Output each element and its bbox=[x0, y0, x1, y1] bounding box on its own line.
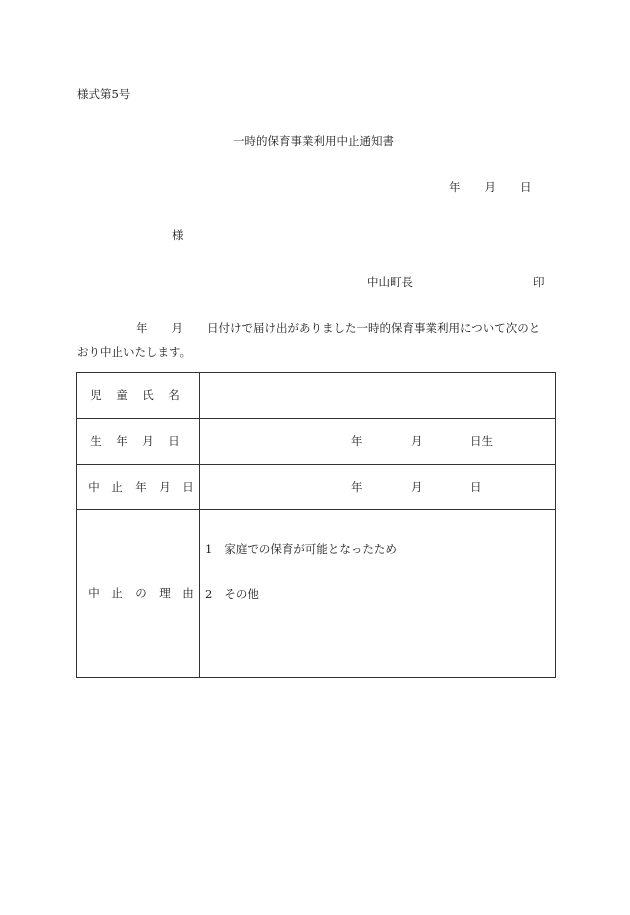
reason-option-1-number: 1 bbox=[205, 542, 213, 556]
birth-month-label: 月 bbox=[411, 434, 423, 448]
row-birth-date bbox=[77, 419, 555, 465]
birth-day-label: 日生 bbox=[470, 434, 493, 448]
label-child-name: 児 童 氏 名 bbox=[90, 388, 180, 402]
label-stop-reason: 中 止 の 理 由 bbox=[88, 586, 194, 600]
sender-name: 中山町長 bbox=[367, 275, 413, 289]
reason-option-1[interactable] bbox=[205, 544, 397, 556]
reason-option-2-text: その他 bbox=[224, 587, 259, 601]
intro-month-label: 月 bbox=[171, 321, 183, 335]
intro-line-2: おり中止いたします。 bbox=[77, 345, 192, 359]
intro-text-line1: 日付けで届け出がありました一時的保育事業利用について次のと bbox=[207, 321, 541, 335]
intro-year-label: 年 bbox=[136, 321, 148, 335]
child-name-field[interactable] bbox=[205, 390, 545, 404]
intro-line-1 bbox=[136, 323, 540, 335]
stop-year-label: 年 bbox=[351, 480, 363, 494]
row-stop-date bbox=[77, 465, 555, 510]
birth-year-label: 年 bbox=[351, 434, 363, 448]
issue-date-year-label: 年 bbox=[449, 180, 461, 194]
addressee-suffix: 様 bbox=[172, 228, 184, 242]
label-birth-date: 生 年 月 日 bbox=[90, 434, 180, 448]
seal-mark: 印 bbox=[533, 275, 545, 289]
reason-option-2-number: 2 bbox=[205, 587, 213, 601]
form-number: 様式第5号 bbox=[77, 87, 131, 101]
reason-option-1-text: 家庭での保育が可能となったため bbox=[224, 542, 397, 556]
row-child-name bbox=[77, 373, 555, 419]
issue-date bbox=[449, 182, 532, 194]
reason-option-2[interactable] bbox=[205, 589, 259, 601]
form-table bbox=[76, 372, 556, 678]
label-stop-date: 中 止 年 月 日 bbox=[88, 480, 194, 494]
issue-date-day-label: 日 bbox=[520, 180, 532, 194]
document-title: 一時的保育事業利用中止通知書 bbox=[233, 134, 394, 148]
row-stop-reason bbox=[77, 510, 555, 679]
issue-date-month-label: 月 bbox=[484, 180, 496, 194]
stop-day-label: 日 bbox=[470, 480, 482, 494]
stop-month-label: 月 bbox=[411, 480, 423, 494]
